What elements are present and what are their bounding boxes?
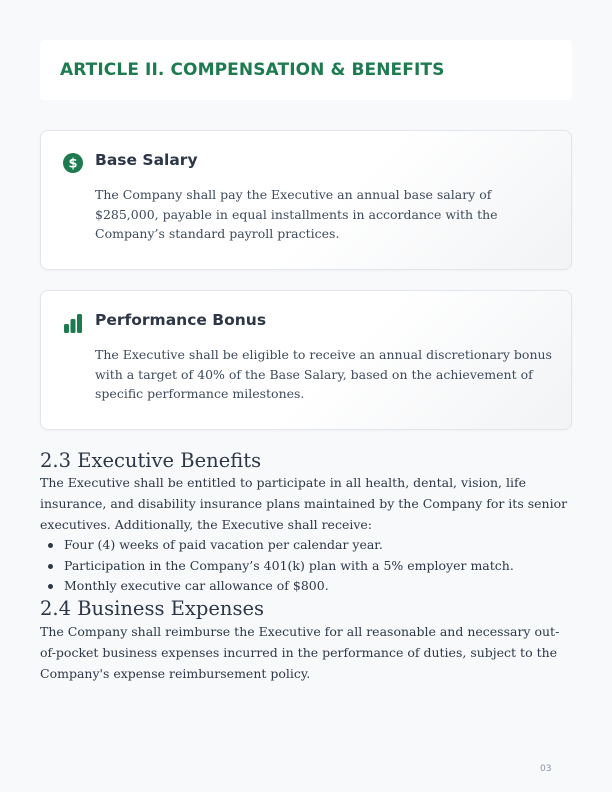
- list-item: Monthly executive car allowance of $800.: [40, 576, 560, 597]
- business-expenses-paragraph: The Company shall reimburse the Executive for all reasonable and necessary out-of-pocket business expenses incurred in the performance of duties, subject to the Company's expense reimbursement policy.: [40, 624, 560, 681]
- page-number: 03: [540, 764, 552, 774]
- card-text: The Company shall pay the Executive an annual base salary of $285,000, payable in equal installments in accordance with the Company’s standard payroll practices.: [95, 187, 498, 241]
- list-item: Four (4) weeks of paid vacation per calendar year.: [40, 535, 560, 556]
- card-title: Performance Bonus: [95, 311, 267, 329]
- bar-chart-icon: [62, 312, 84, 334]
- article-title: ARTICLE II. COMPENSATION & BENEFITS: [60, 60, 445, 80]
- card-text: The Executive shall be eligible to receive an annual discretionary bonus with a target of 40% of the Base Salary, based on the achievement of specific performance milestones.: [95, 347, 552, 401]
- dollar-circle-icon: [62, 152, 84, 174]
- base-salary-card: [40, 130, 572, 270]
- section-heading-executive-benefits: 2.3 Executive Benefits: [40, 449, 262, 472]
- svg-text:$: $: [68, 156, 78, 172]
- article-header: [40, 40, 572, 100]
- list-item: Participation in the Company’s 401(k) plan with a 5% employer match.: [40, 556, 560, 577]
- benefits-list: [40, 535, 560, 597]
- performance-bonus-card: [40, 290, 572, 430]
- executive-benefits-paragraph: The Executive shall be entitled to participate in all health, dental, vision, life insurance, and disability insurance plans maintained by the Company for its senior executives. Additionally, the Executive shall receive:: [40, 475, 568, 532]
- section-heading-business-expenses: 2.4 Business Expenses: [40, 597, 265, 620]
- card-title: Base Salary: [95, 151, 198, 169]
